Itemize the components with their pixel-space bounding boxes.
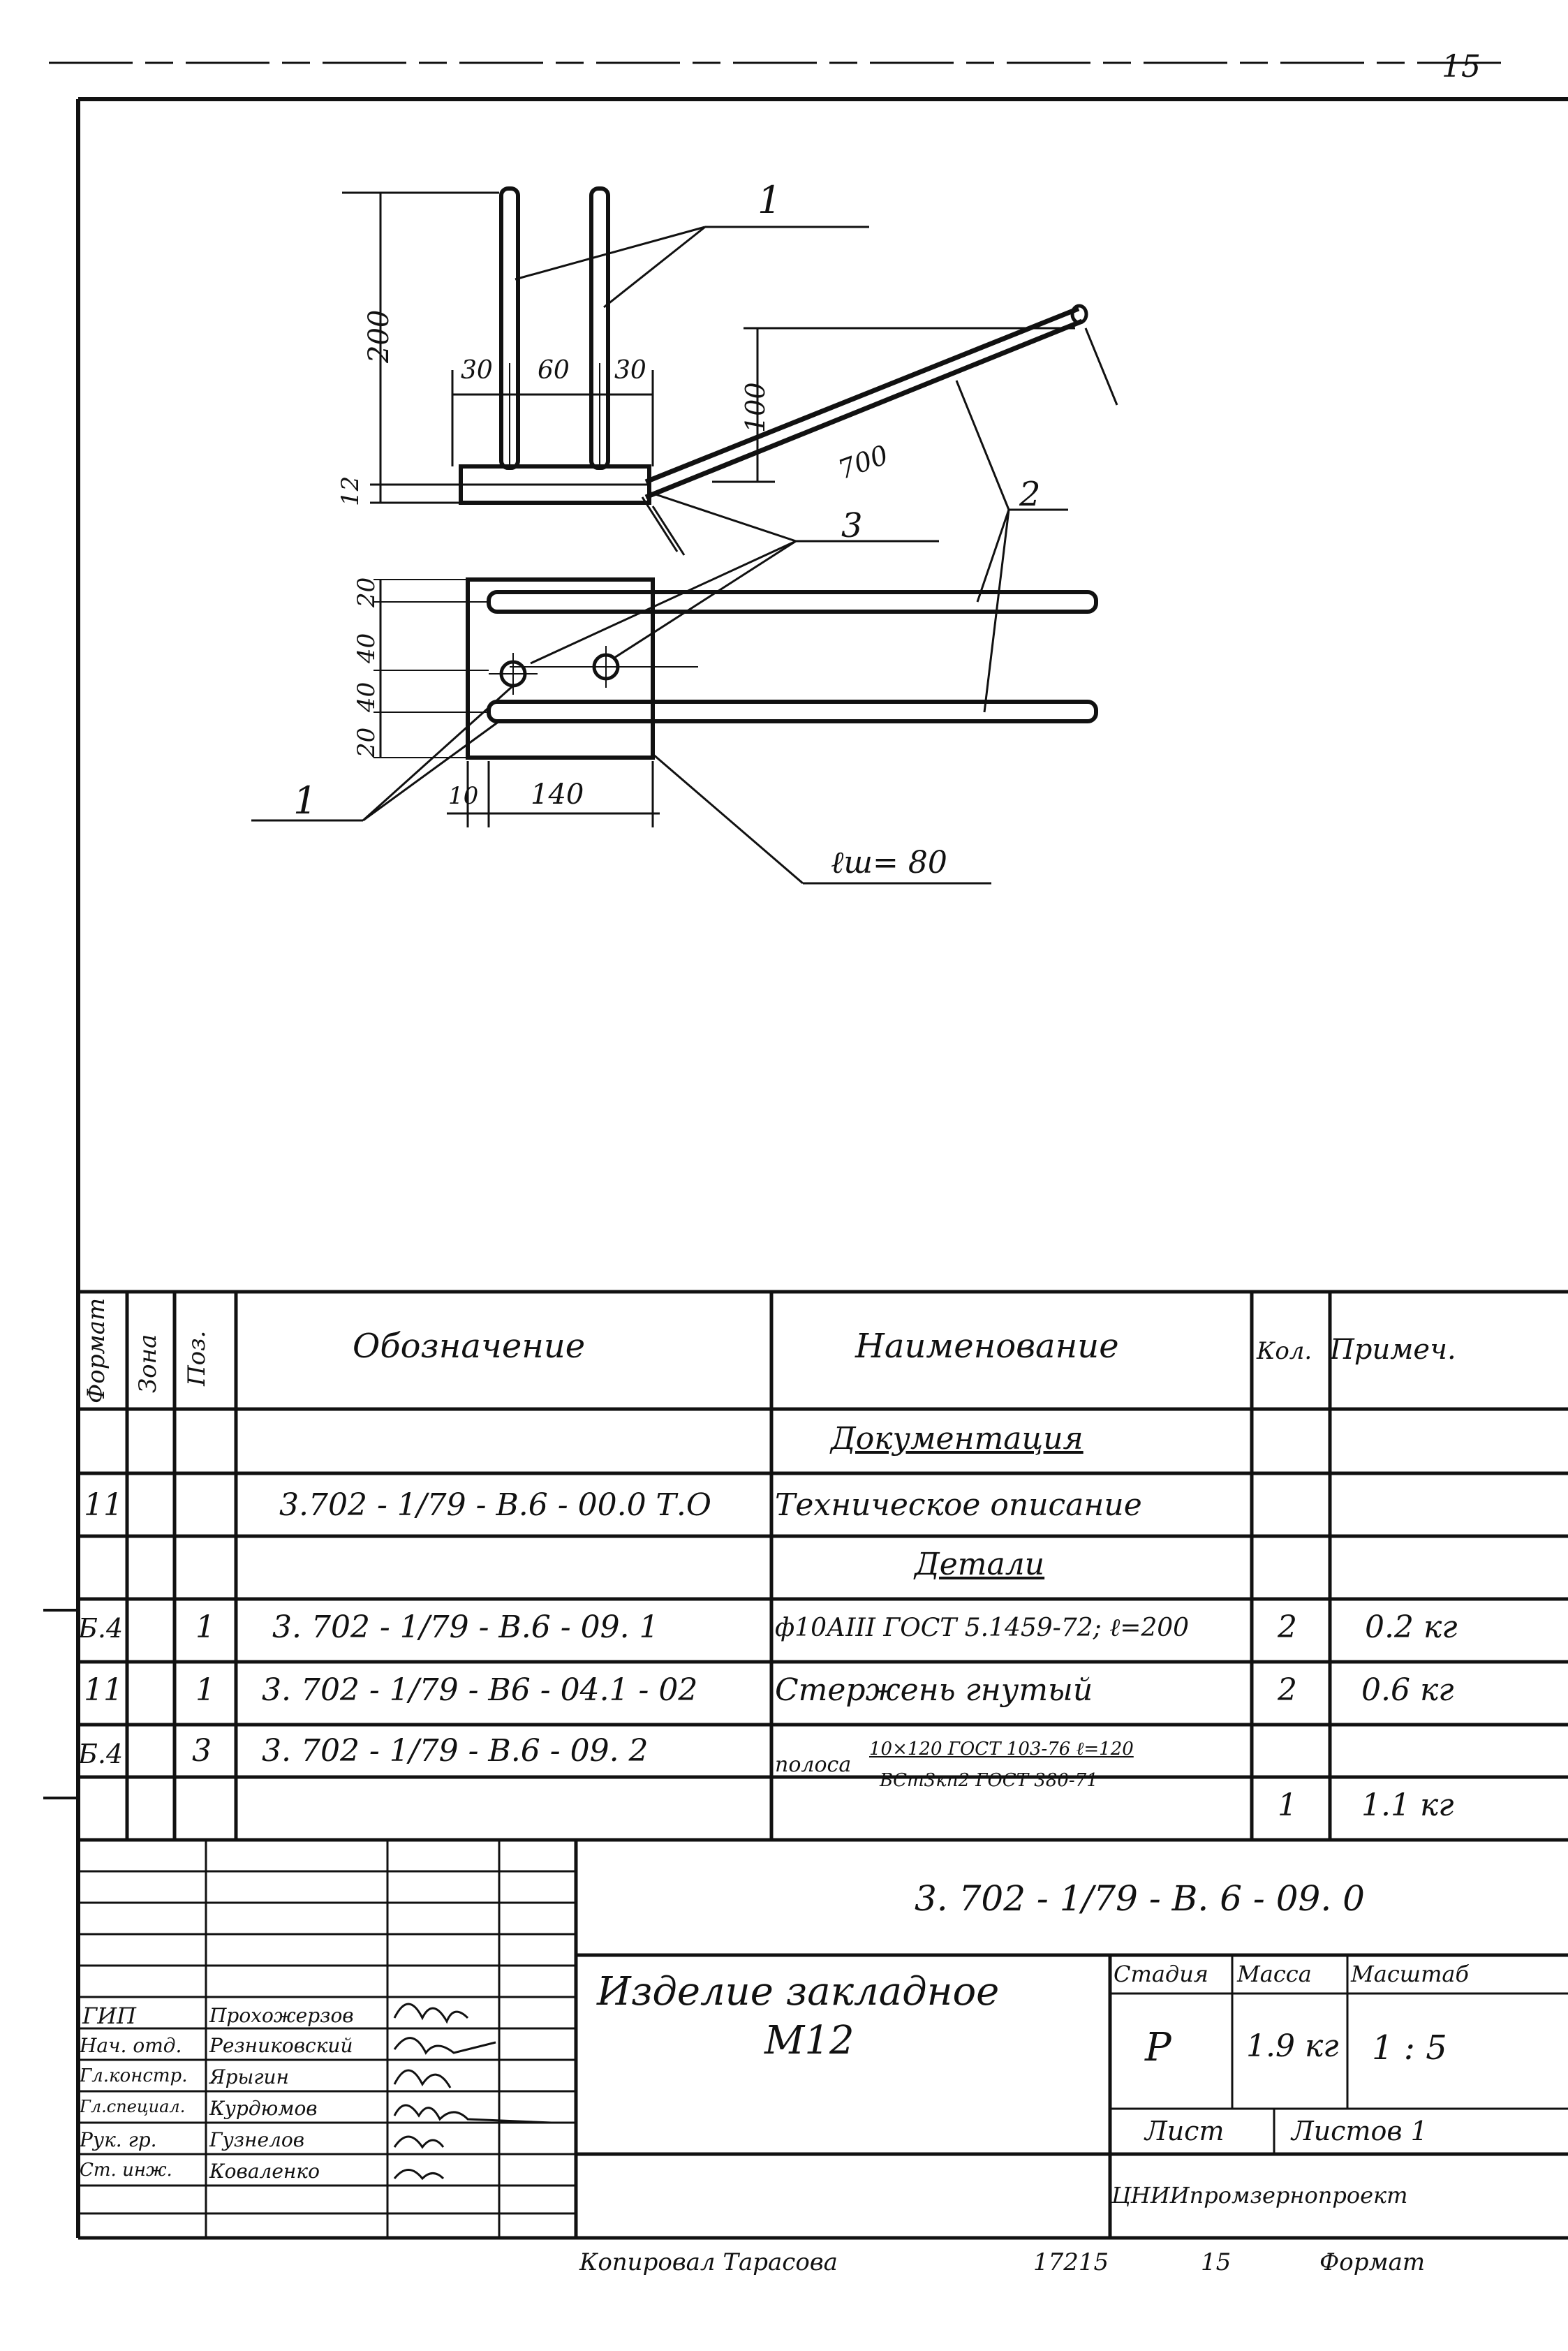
signature bbox=[394, 2137, 443, 2147]
row1-format: Б.4 bbox=[78, 1613, 124, 1644]
callout-1-top: 1 bbox=[757, 178, 782, 222]
footer-order: 17215 bbox=[1033, 2248, 1109, 2276]
dim-20-bottom: 20 bbox=[353, 727, 380, 758]
signature bbox=[394, 2070, 450, 2088]
signature bbox=[394, 2038, 496, 2053]
callout-1-bottom: 1 bbox=[293, 779, 318, 823]
signer-role: ГИП bbox=[82, 2003, 136, 2029]
row1-note: 0.2 кг bbox=[1365, 1609, 1458, 1645]
row0-format: 11 bbox=[84, 1487, 123, 1523]
row1-pos: 1 bbox=[195, 1609, 215, 1645]
section-docs: Документация bbox=[831, 1421, 1083, 1457]
row1-name: ф10АIII ГОСТ 5.1459-72; ℓ=200 bbox=[775, 1614, 1190, 1642]
sheet-number: 15 bbox=[1442, 49, 1481, 84]
dim-40-b: 40 bbox=[353, 681, 380, 712]
row3-pos: 3 bbox=[192, 1733, 212, 1769]
header-designation: Обозначение bbox=[353, 1327, 586, 1366]
signer-name: Резниковский bbox=[209, 2034, 353, 2057]
row3-designation: 3. 702 - 1/79 - В.6 - 09. 2 bbox=[262, 1733, 649, 1769]
mass-label: Масса bbox=[1237, 1961, 1312, 1987]
row2-designation: 3. 702 - 1/79 - В6 - 04.1 - 02 bbox=[262, 1672, 698, 1708]
signer-name: Курдюмов bbox=[209, 2097, 318, 2120]
row3-name-bottom: ВСт3кп2 ГОСТ 380-71 bbox=[880, 1770, 1098, 1791]
row0-name: Техническое описание bbox=[775, 1487, 1142, 1523]
dim-40-a: 40 bbox=[353, 633, 380, 663]
header-name: Наименование bbox=[855, 1327, 1119, 1366]
section-details: Детали bbox=[915, 1547, 1045, 1582]
signature bbox=[394, 2105, 552, 2123]
callout-2: 2 bbox=[1019, 475, 1041, 514]
product-name-line2: М12 bbox=[764, 2018, 855, 2063]
product-name-line1: Изделие закладное bbox=[597, 1969, 1000, 2014]
dim-20-top: 20 bbox=[353, 577, 380, 607]
row3-name-prefix: полоса bbox=[775, 1753, 852, 1777]
signer-role: Нач. отд. bbox=[80, 2034, 182, 2057]
drawing-code: 3. 702 - 1/79 - В. 6 - 09. 0 bbox=[915, 1878, 1365, 1919]
footer-page: 15 bbox=[1201, 2248, 1232, 2276]
row2-pos: 1 bbox=[195, 1672, 215, 1708]
dim-60: 60 bbox=[538, 356, 570, 385]
footer-format: Формат bbox=[1319, 2248, 1426, 2276]
sheets-label: Листов 1 bbox=[1292, 2116, 1428, 2146]
header-format: Формат bbox=[82, 1297, 110, 1403]
row3-note: 1.1 кг bbox=[1361, 1788, 1454, 1823]
header-note: Примеч. bbox=[1330, 1334, 1456, 1366]
signer-role: Рук. гр. bbox=[80, 2128, 157, 2151]
row3-format: Б.4 bbox=[78, 1739, 124, 1769]
scale-value: 1 : 5 bbox=[1372, 2028, 1447, 2068]
signer-role: Гл.специал. bbox=[80, 2097, 186, 2116]
callout-3: 3 bbox=[841, 506, 863, 545]
header-qty: Кол. bbox=[1257, 1337, 1312, 1365]
elevation-view bbox=[342, 189, 1117, 555]
scale-label: Масштаб bbox=[1351, 1961, 1470, 1987]
dim-200: 200 bbox=[363, 309, 395, 363]
signature bbox=[394, 2170, 443, 2179]
row2-note: 0.6 кг bbox=[1361, 1672, 1454, 1708]
signer-name: Гузнелов bbox=[209, 2128, 305, 2151]
signer-role: Ст. инж. bbox=[80, 2160, 172, 2181]
row0-designation: 3.702 - 1/79 - В.6 - 00.0 Т.О bbox=[279, 1487, 711, 1523]
dim-30-right: 30 bbox=[614, 356, 646, 385]
signer-name: Прохожерзов bbox=[209, 2004, 354, 2027]
row2-name: Стержень гнутый bbox=[775, 1672, 1093, 1708]
organization: ЦНИИпромзернопроект bbox=[1111, 2182, 1408, 2209]
footer-copied: Копировал Тарасова bbox=[579, 2248, 838, 2276]
dim-100: 100 bbox=[740, 382, 771, 433]
stage-value: Р bbox=[1145, 2025, 1171, 2070]
dim-700: 700 bbox=[834, 438, 892, 486]
stage-label: Стадия bbox=[1114, 1961, 1208, 1987]
mass-value: 1.9 кг bbox=[1246, 2028, 1339, 2064]
signer-role: Гл.констр. bbox=[80, 2065, 188, 2086]
signer-name: Ярыгин bbox=[209, 2065, 289, 2088]
dim-30-left: 30 bbox=[461, 356, 493, 385]
header-pos: Поз. bbox=[183, 1330, 211, 1386]
row3-qty: 1 bbox=[1278, 1788, 1297, 1823]
dim-10: 10 bbox=[448, 782, 479, 810]
row3-name-top: 10×120 ГОСТ 103-76 ℓ=120 bbox=[869, 1739, 1134, 1760]
row1-designation: 3. 702 - 1/79 - В.6 - 09. 1 bbox=[272, 1609, 659, 1645]
row2-qty: 2 bbox=[1278, 1672, 1297, 1708]
sheet-label: Лист bbox=[1145, 2116, 1225, 2146]
dim-12: 12 bbox=[336, 476, 364, 506]
signer-name: Коваленко bbox=[209, 2160, 320, 2183]
row1-qty: 2 bbox=[1278, 1609, 1297, 1645]
header-zone: Зона bbox=[134, 1334, 162, 1393]
dim-140: 140 bbox=[531, 779, 584, 811]
signature bbox=[394, 2004, 468, 2021]
row2-format: 11 bbox=[84, 1672, 123, 1708]
weld-note: ℓш= 80 bbox=[831, 845, 947, 880]
